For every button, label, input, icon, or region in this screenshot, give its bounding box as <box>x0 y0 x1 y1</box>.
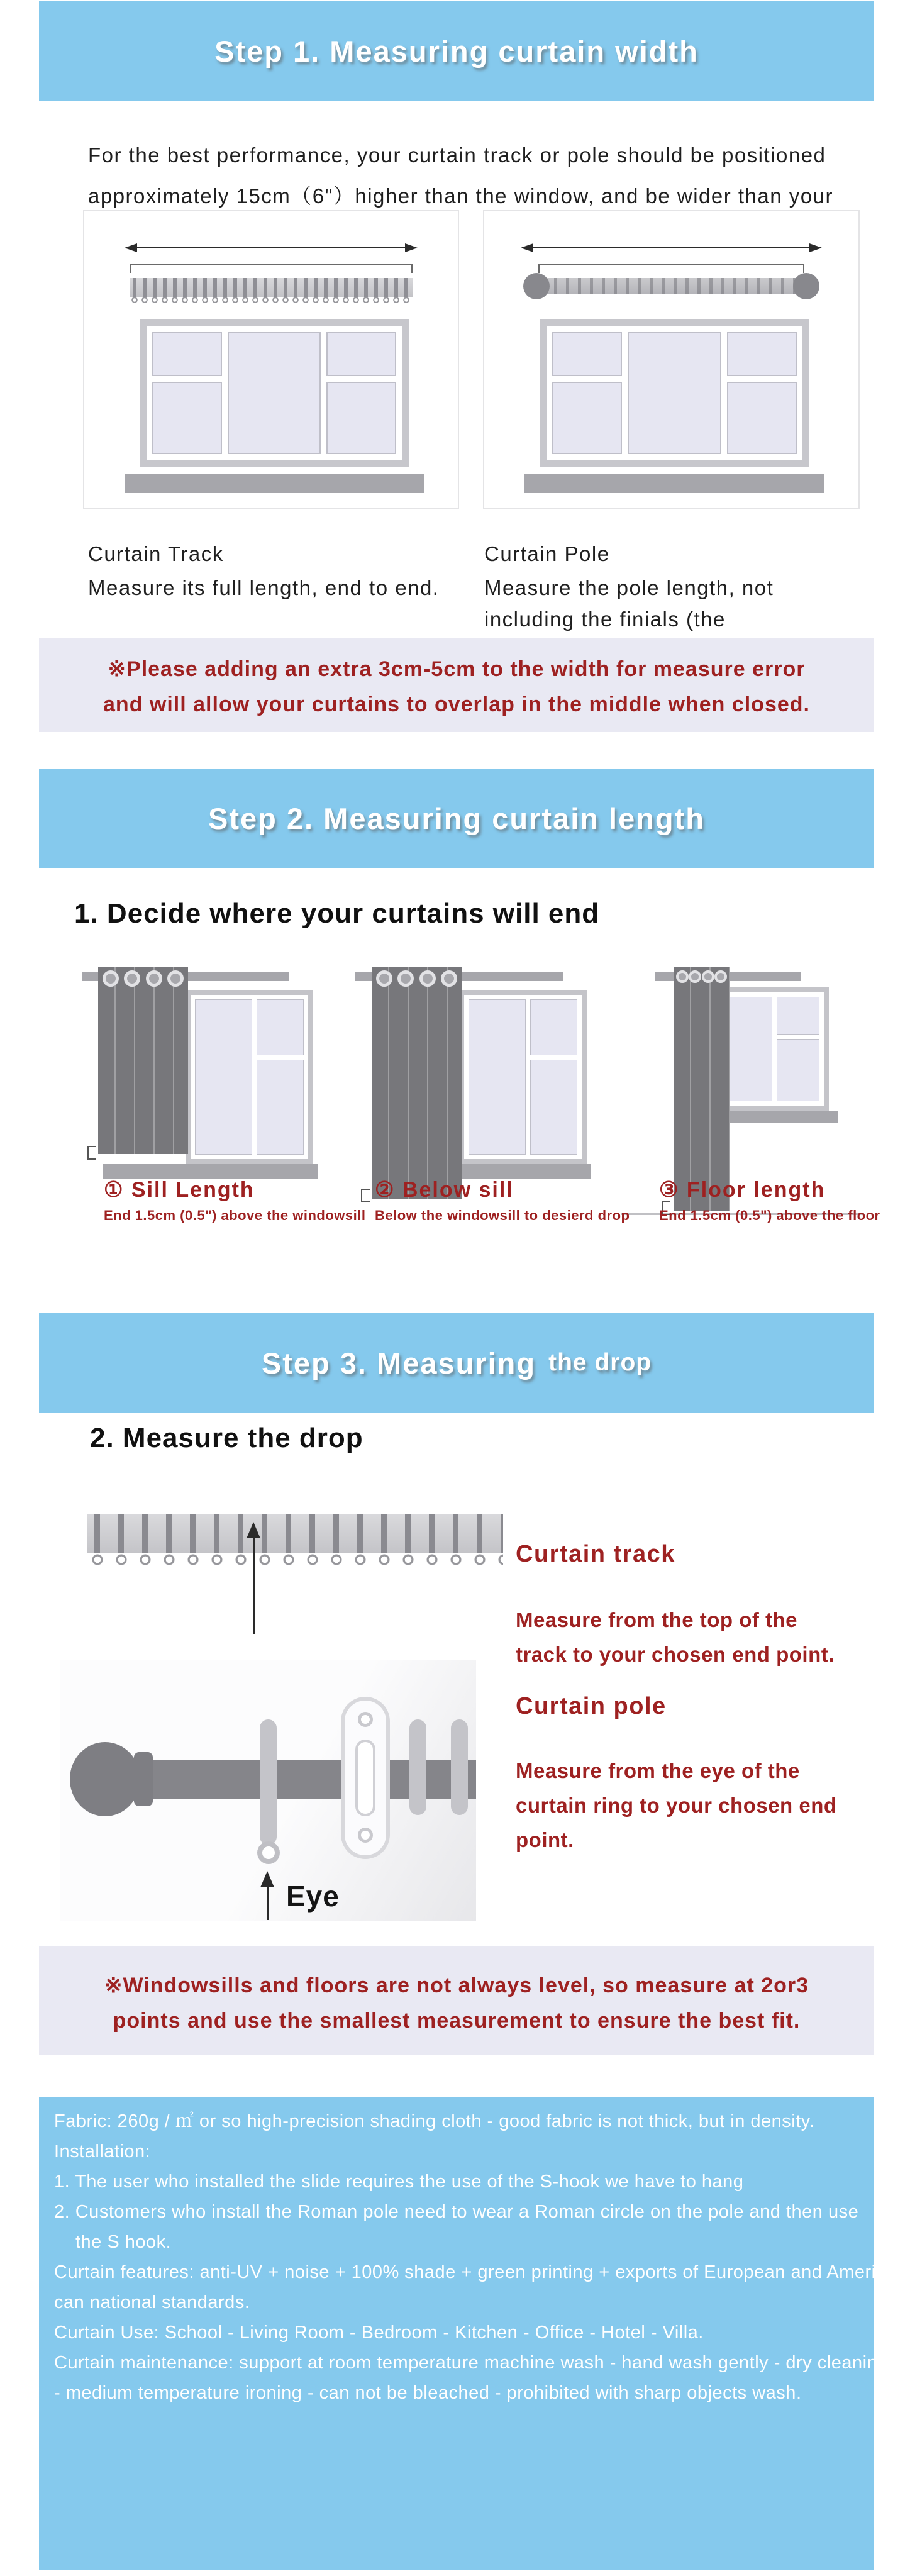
step1-banner <box>39 1 874 101</box>
product-info-panel <box>39 2097 888 2570</box>
width-arrow-icon <box>522 247 821 248</box>
windowsill-graphic <box>125 474 424 493</box>
option3-desc: End 1.5cm (0.5") above the floor <box>659 1208 880 1223</box>
curtain-pole-title: Curtain Pole <box>484 542 610 565</box>
curtain-track-desc: Measure its full length, end to end. <box>88 576 440 599</box>
step3-banner-title: Step 3. Measuring <box>261 1346 536 1380</box>
step1-note-line2: and will allow your curtains to overlap in the middle when closed. <box>103 692 810 716</box>
track-drop-desc-line2: track to your chosen end point. <box>516 1643 835 1666</box>
grommets-icon <box>103 970 183 987</box>
curtain-track-graphic <box>130 278 413 305</box>
pole-bracket-graphic <box>341 1697 390 1859</box>
info-line: Installation: <box>54 2141 151 2162</box>
step3-note-line1: ※Windowsills and floors are not always level, so measure at 2or3 <box>104 1974 809 1997</box>
option3-title: ③ Floor length <box>659 1178 826 1202</box>
info-line: Curtain features: anti-UV + noise + 100% shade + green printing + exports of European and Ameri- <box>54 2262 882 2282</box>
grommets-icon <box>676 970 727 983</box>
curtain-track-title: Curtain Track <box>88 542 224 565</box>
info-line: 1. The user who installed the slide requires the use of the S-hook we have to hang <box>54 2172 744 2192</box>
info-line: - medium temperature ironing - can not be bleached - prohibited with sharp objects wash. <box>54 2383 802 2403</box>
pole-drop-illustration <box>60 1660 476 1921</box>
step3-note-line2: points and use the smallest measurement to ensure the best fit. <box>113 2009 801 2033</box>
curtain-track-illustration <box>83 210 459 509</box>
step1-note <box>39 638 874 732</box>
step1-banner-title: Step 1. Measuring curtain width <box>214 34 699 68</box>
step3-note <box>39 1946 874 2055</box>
step3-banner-subtitle: the drop <box>548 1349 652 1376</box>
pole-drop-desc-line3: point. <box>516 1828 574 1852</box>
pole-drop-desc-line1: Measure from the eye of the <box>516 1759 800 1782</box>
width-arrow-icon <box>126 247 416 248</box>
pole-drop-desc-line2: curtain ring to your chosen end <box>516 1794 837 1817</box>
step1-intro-line1: For the best performance, your curtain track or pole should be positioned <box>88 143 826 167</box>
step1-note-line1: ※Please adding an extra 3cm-5cm to the width for measure error <box>108 657 806 681</box>
eye-arrow-icon <box>260 1871 274 1920</box>
step2-banner-title: Step 2. Measuring curtain length <box>208 801 705 835</box>
window-graphic <box>140 319 409 467</box>
pole-drop-title: Curtain pole <box>516 1693 667 1719</box>
info-line: the S hook. <box>75 2232 172 2252</box>
curtain-graphic <box>372 967 462 1199</box>
grommets-icon <box>376 970 457 987</box>
window-graphic <box>540 319 809 467</box>
info-line: Fabric: 260g / ㎡ or so high-precision shading cloth - good fabric is not thick, but in density. <box>54 2111 815 2131</box>
option2-desc: Below the windowsill to desierd drop <box>375 1208 630 1223</box>
measure-point-bracket-icon <box>361 1189 370 1202</box>
measure-point-bracket-icon <box>87 1146 96 1160</box>
info-line: Curtain maintenance: support at room temperature machine wash - hand wash gently - dry cleaning <box>54 2353 888 2373</box>
pole-finial-icon <box>70 1742 140 1816</box>
measure-bracket-icon <box>538 264 804 273</box>
curtain-ring-graphic <box>409 1719 426 1815</box>
curtain-pole-desc-line2: including the finials (the <box>484 608 726 631</box>
step1-intro-line2: approximately 15cm（6"）higher than the window, and be wider than your <box>88 184 833 208</box>
curtain-pole-desc-line1: Measure the pole length, not <box>484 576 774 599</box>
track-drop-desc-line1: Measure from the top of the <box>516 1608 798 1631</box>
option1-desc: End 1.5cm (0.5") above the windowsill <box>104 1208 366 1223</box>
eye-ring-icon <box>257 1841 280 1864</box>
step2-banner <box>39 769 874 868</box>
curtain-ring-graphic <box>451 1719 468 1815</box>
measure-bracket-icon <box>130 264 413 273</box>
window-graphic <box>459 990 587 1164</box>
curtain-pole-graphic <box>542 278 801 294</box>
pole-finial-collar <box>134 1752 153 1806</box>
option2-title: ② Below sill <box>375 1178 514 1202</box>
option1-title: ① Sill Length <box>104 1178 255 1202</box>
track-drop-title: Curtain track <box>516 1541 675 1567</box>
ring-eye-tail <box>260 1792 277 1845</box>
eye-label: Eye <box>286 1880 340 1913</box>
up-arrow-icon <box>247 1522 260 1634</box>
step2-heading: 1. Decide where your curtains will end <box>74 898 600 929</box>
window-graphic <box>186 990 313 1164</box>
curtain-graphic <box>98 967 188 1154</box>
curtain-track-graphic <box>87 1514 503 1553</box>
windowsill-graphic <box>524 474 824 493</box>
pole-finial-icon <box>523 273 550 299</box>
curtain-graphic <box>674 967 730 1211</box>
info-line: 2. Customers who install the Roman pole need to wear a Roman circle on the pole and then use <box>54 2202 859 2222</box>
track-drop-illustration <box>87 1514 503 1568</box>
step3-banner <box>39 1313 874 1413</box>
info-line: Curtain Use: School - Living Room - Bedroom - Kitchen - Office - Hotel - Villa. <box>54 2323 704 2343</box>
pole-finial-icon <box>793 273 819 299</box>
info-line: can national standards. <box>54 2292 250 2312</box>
step3-heading: 2. Measure the drop <box>90 1423 363 1453</box>
curtain-pole-illustration <box>483 210 860 509</box>
track-rings-graphic <box>87 1553 503 1568</box>
